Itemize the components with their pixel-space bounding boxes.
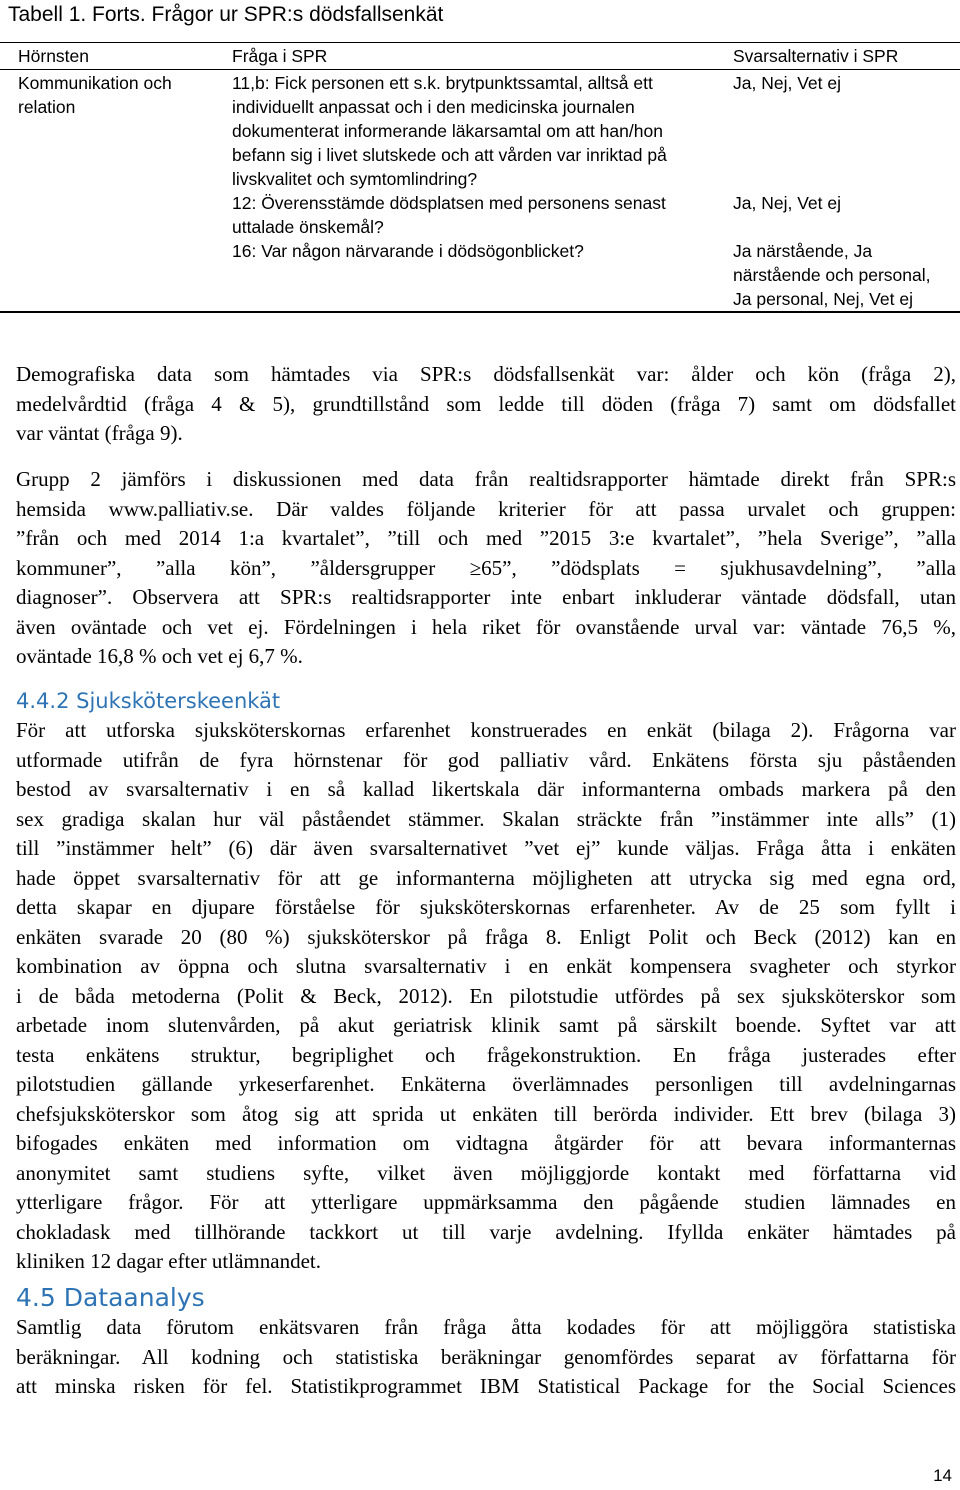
- section-number: 4.4.2: [16, 689, 70, 713]
- text-line: hemsida www.palliativ.se. Där valdes följande kriterier för att passa urvalet och gruppen:: [16, 496, 956, 521]
- text-line: Demografiska data som hämtades via SPR:s dödsfallsenkät var: ålder och kön (fråga 2),: [16, 362, 956, 386]
- table-header-rule: [0, 69, 960, 70]
- text-line: utformade utifrån de fyra hörnstenar för god palliativ vård. Enkätens första sju påståenden: [16, 747, 956, 772]
- header-question: Fråga i SPR: [232, 46, 328, 66]
- question-line: 16: Var någon närvarande i dödsögonblicket?: [232, 241, 584, 261]
- text-line: även oväntade och vet ej. Fördelningen i hela riket för ovanstående urval var: väntade 76,5 %,: [16, 614, 956, 639]
- page-number: 14: [933, 1466, 952, 1485]
- question-line: 11,b: Fick personen ett s.k. brytpunktssamtal, alltså ett: [232, 73, 653, 93]
- text-line: diagnoser”. Observera att SPR:s realtidsrapporter inte enbart inkluderar väntade dödsfall, utan: [16, 585, 956, 609]
- answer-line: Ja, Nej, Vet ej: [733, 73, 841, 93]
- text-line: att minska risken för fel. Statistikprogrammet IBM Statistical Package for the Social Sciences: [16, 1374, 956, 1398]
- text-line: sex gradiga skalan hur väl påståendet stämmer. Skalan sträckte från ”instämmer inte alls” (1): [16, 806, 956, 831]
- question-line: 12: Överensstämde dödsplatsen med personens senast: [232, 193, 666, 213]
- paragraph-nurse-survey: [16, 716, 956, 1277]
- text-line: chefsjuksköterskor som åtog sig att sprida ut enkäten till berörda individer. Ett brev (bilaga 3): [16, 1101, 956, 1126]
- question-line: individuellt anpassat och i den medicinska journalen: [232, 97, 635, 117]
- paragraph-data-analysis: [16, 1313, 956, 1402]
- section-title: Dataanalys: [63, 1283, 205, 1312]
- table-top-rule: [0, 42, 960, 43]
- header-answers: Svarsalternativ i SPR: [733, 46, 899, 66]
- text-line: För att utforska sjuksköterskornas erfarenhet konstruerades en enkät (bilaga 2). Frågorna var: [16, 718, 956, 742]
- section-heading-45: [16, 1282, 205, 1314]
- answer-line: Ja personal, Nej, Vet ej: [733, 289, 913, 309]
- text-line: chokladask med tillhörande tackkort ut till varje avdelning. Ifyllda enkäter hämtades på: [16, 1219, 956, 1244]
- question-line: uttalade önskemål?: [232, 217, 384, 237]
- text-line: kommuner”, ”alla kön”, ”åldersgrupper ≥65”, ”dödsplats = sjukhusavdelning”, ”alla: [16, 555, 956, 580]
- header-cornerstone: Hörnsten: [18, 46, 90, 66]
- text-line: medelvårdtid (fråga 4 & 5), grundtillstånd som ledde till döden (fråga 7) samt om dödsfallet: [16, 391, 956, 416]
- section-number: 4.5: [16, 1283, 56, 1312]
- text-line: detta skapar en djupare förståelse för sjuksköterskornas erfarenheter. Av de 25 som fyllt i: [16, 895, 956, 919]
- section-title: Sjuksköterskeenkät: [76, 689, 281, 713]
- text-line: hade öppet svarsalternativ för att ge informanterna möjligheten att utrycka sig med egna ord,: [16, 865, 956, 890]
- text-line: oväntade 16,8 % och vet ej 6,7 %.: [16, 644, 303, 668]
- answer-line: närstående och personal,: [733, 265, 931, 285]
- text-line: arbetade inom slutenvården, på akut geriatrisk klinik samt på särskilt boende. Syftet var att: [16, 1013, 956, 1037]
- answer-line: Ja, Nej, Vet ej: [733, 193, 841, 213]
- text-line: i de båda metoderna (Polit & Beck, 2012). En pilotstudie utfördes på sex sjuksköterskor som: [16, 983, 956, 1008]
- answer-line: Ja närstående, Ja: [733, 241, 873, 261]
- question-line: livskvalitet och symtomlindring?: [232, 169, 478, 189]
- text-line: var väntat (fråga 9).: [16, 421, 183, 445]
- table-bottom-rule: [0, 311, 960, 313]
- text-line: ”från och med 2014 1:a kvartalet”, ”till och med ”2015 3:e kvartalet”, ”hela Sverige”, ”alla: [16, 526, 956, 550]
- section-heading-442: [16, 686, 280, 716]
- paragraph-demographics: [16, 360, 956, 449]
- text-line: enkäten svarade 20 (80 %) sjuksköterskor på fråga 8. Enligt Polit och Beck (2012) kan en: [16, 924, 956, 949]
- text-line: Samtlig data förutom enkätsvaren från fråga åtta kodades för att möjliggöra statistiska: [16, 1315, 956, 1339]
- table-caption: Tabell 1. Forts. Frågor ur SPR:s dödsfallsenkät: [8, 3, 444, 26]
- text-line: kombination av öppna och slutna svarsalternativ i en enkät kompensera svagheter och styrkor: [16, 954, 956, 978]
- text-line: ytterligare frågor. För att ytterligare uppmärksamma den pågående studien lämnades en: [16, 1190, 956, 1214]
- text-line: pilotstudien gällande yrkeserfarenhet. Enkäterna överlämnades personligen till avdelningarnas: [16, 1072, 956, 1096]
- text-line: beräkningar. All kodning och statistiska beräkningar genomfördes separat av författarna för: [16, 1344, 956, 1369]
- text-line: bifogades enkäten med information om vidtagna åtgärder för att bevara informanternas: [16, 1131, 956, 1155]
- text-line: Grupp 2 jämförs i diskussionen med data från realtidsrapporter hämtade direkt från SPR:s: [16, 467, 956, 491]
- cornerstone-line: Kommunikation och: [18, 73, 172, 93]
- question-line: dokumenterat informerande läkarsamtal om att han/hon: [232, 121, 663, 141]
- text-line: kliniken 12 dagar efter utlämnandet.: [16, 1249, 321, 1273]
- text-line: anonymitet samt studiens syfte, vilket även möjliggjorde kontakt med författarna vid: [16, 1160, 956, 1185]
- text-line: till ”instämmer helt” (6) där även svarsalternativet ”vet ej” kunde väljas. Fråga åtta i enkäten: [16, 836, 956, 860]
- paragraph-group2: [16, 465, 956, 672]
- text-line: bestod av svarsalternativ i en så kallad likertskala där informanterna ombads markera på den: [16, 777, 956, 801]
- question-line: befann sig i livet slutskede och att vården var inriktad på: [232, 145, 667, 165]
- text-line: testa enkätens struktur, begriplighet och frågekonstruktion. En fråga justerades efter: [16, 1042, 956, 1067]
- cornerstone-line: relation: [18, 97, 76, 117]
